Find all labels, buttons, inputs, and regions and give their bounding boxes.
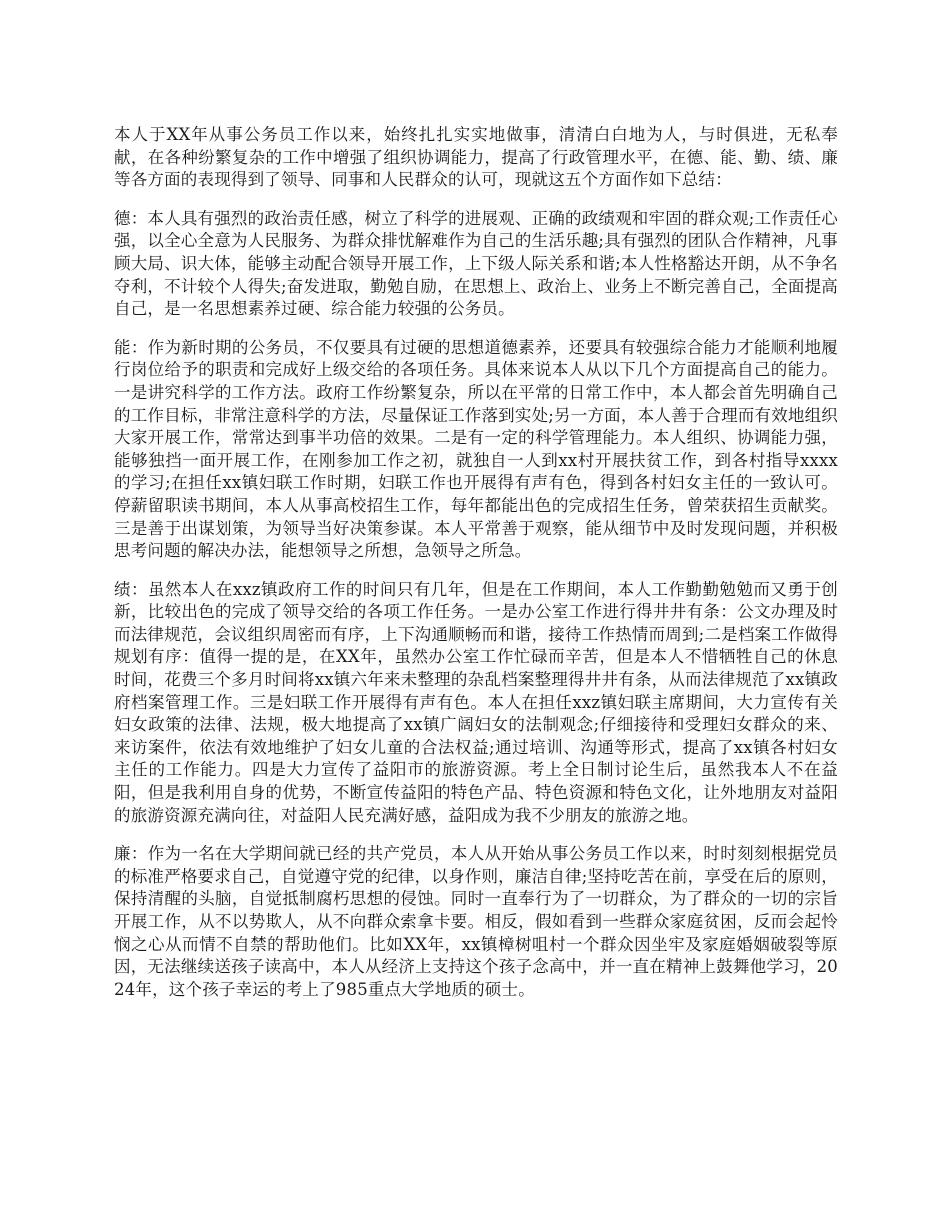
intro-paragraph: 本人于XX年从事公务员工作以来，始终扎扎实实地做事，清清白白地为人，与时俱进，无私奉献，在各种纷繁复杂的工作中增强了组织协调能力，提高了行政管理水平，在德、能、勤、绩、廉等各方面的表现得到了领导、同事和人民群众的认可，现就这五个方面作如下总结： — [114, 125, 838, 190]
ability-paragraph: 能：作为新时期的公务员，不仅要具有过硬的思想道德素养，还要具有较强综合能力才能顺利地履行岗位给予的职责和完成好上级交给的各项任务。具体来说本人从以下几个方面提高自己的能力。一是讲究科学的工作方法。政府工作纷繁复杂，所以在平常的日常工作中，本人都会首先明确自己的工作目标，非常注意科学的方法，尽量保证工作落到实处;另一方面，本人善于合理而有效地组织大家开展工作，常常达到事半功倍的效果。二是有一定的科学管理能力。本人组织、协调能力强，能够独挡一面开展工作，在刚参加工作之初，就独自一人到xx村开展扶贫工作，到各村指导xxxx的学习;在担任xx镇妇联工作时期，妇联工作也开展得有声有色，得到各村妇女主任的一致认可。停薪留职读书期间，本人从事高校招生工作，每年都能出色的完成招生任务，曾荣获招生贡献奖。三是善于出谋划策，为领导当好决策参谋。本人平常善于观察，能从细节中及时发现问题，并积极思考问题的解决办法，能想领导之所想，急领导之所急。 — [114, 337, 838, 561]
virtue-paragraph: 德：本人具有强烈的政治责任感，树立了科学的进展观、正确的政绩观和牢固的群众观;工作责任心强，以全心全意为人民服务、为群众排忧解难作为自己的生活乐趣;具有强烈的团队合作精神，凡事顾大局、识大体，能够主动配合领导开展工作，上下级人际关系和谐;本人性格豁达开朗，从不争名夺利，不计较个人得失;奋发进取，勤勉自励，在思想上、政治上、业务上不断完善自己，全面提高自己，是一名思想素养过硬、综合能力较强的公务员。 — [114, 208, 838, 319]
achievement-paragraph: 绩：虽然本人在xxz镇政府工作的时间只有几年，但是在工作期间，本人工作勤勤勉勉而又勇于创新，比较出色的完成了领导交给的各项工作任务。一是办公室工作进行得井井有条：公文办理及时而法律规范，会议组织周密而有序，上下沟通顺畅而和谐，接待工作热情而周到;二是档案工作做得规划有序：值得一提的是，在XX年，虽然办公室工作忙碌而辛苦，但是本人不惜牺牲自己的休息时间，花费三个多月时间将xx镇六年来未整理的杂乱档案整理得井井有条，从而法律规范了xx镇政府档案管理工作。三是妇联工作开展得有声有色。本人在担任xxz镇妇联主席期间，大力宣传有关妇女政策的法律、法规，极大地提高了xx镇广阔妇女的法制观念;仔细接待和受理妇女群众的来、来访案件，依法有效地维护了妇女儿童的合法权益;通过培训、沟通等形式，提高了xx镇各村妇女主任的工作能力。四是大力宣传了益阳市的旅游资源。考上全日制讨论生后，虽然我本人不在益阳，但是我利用自身的优势，不断宣传益阳的特色产品、特色资源和特色文化，让外地朋友对益阳的旅游资源充满向往，对益阳人民充满好感，益阳成为我不少朋友的旅游之地。 — [114, 579, 838, 825]
integrity-paragraph: 廉：作为一名在大学期间就已经的共产党员，本人从开始从事公务员工作以来，时时刻刻根据党员的标准严格要求自己，自觉遵守党的纪律，以身作则，廉洁自律;坚持吃苦在前，享受在后的原则，保持清醒的头脑，自觉抵制腐朽思想的侵蚀。同时一直奉行为了一切群众，为了群众的一切的宗旨开展工作，从不以势欺人，从不向群众索拿卡要。相反，假如看到一些群众家庭贫困，反而会起怜悯之心从而情不自禁的帮助他们。比如XX年，xx镇樟树咀村一个群众因坐牢及家庭婚姻破裂等原因，无法继续送孩子读高中，本人从经济上支持这个孩子念高中，并一直在精神上鼓舞他学习，2024年，这个孩子幸运的考上了985重点大学地质的硕士。 — [114, 844, 838, 999]
document-page — [114, 124, 838, 1017]
